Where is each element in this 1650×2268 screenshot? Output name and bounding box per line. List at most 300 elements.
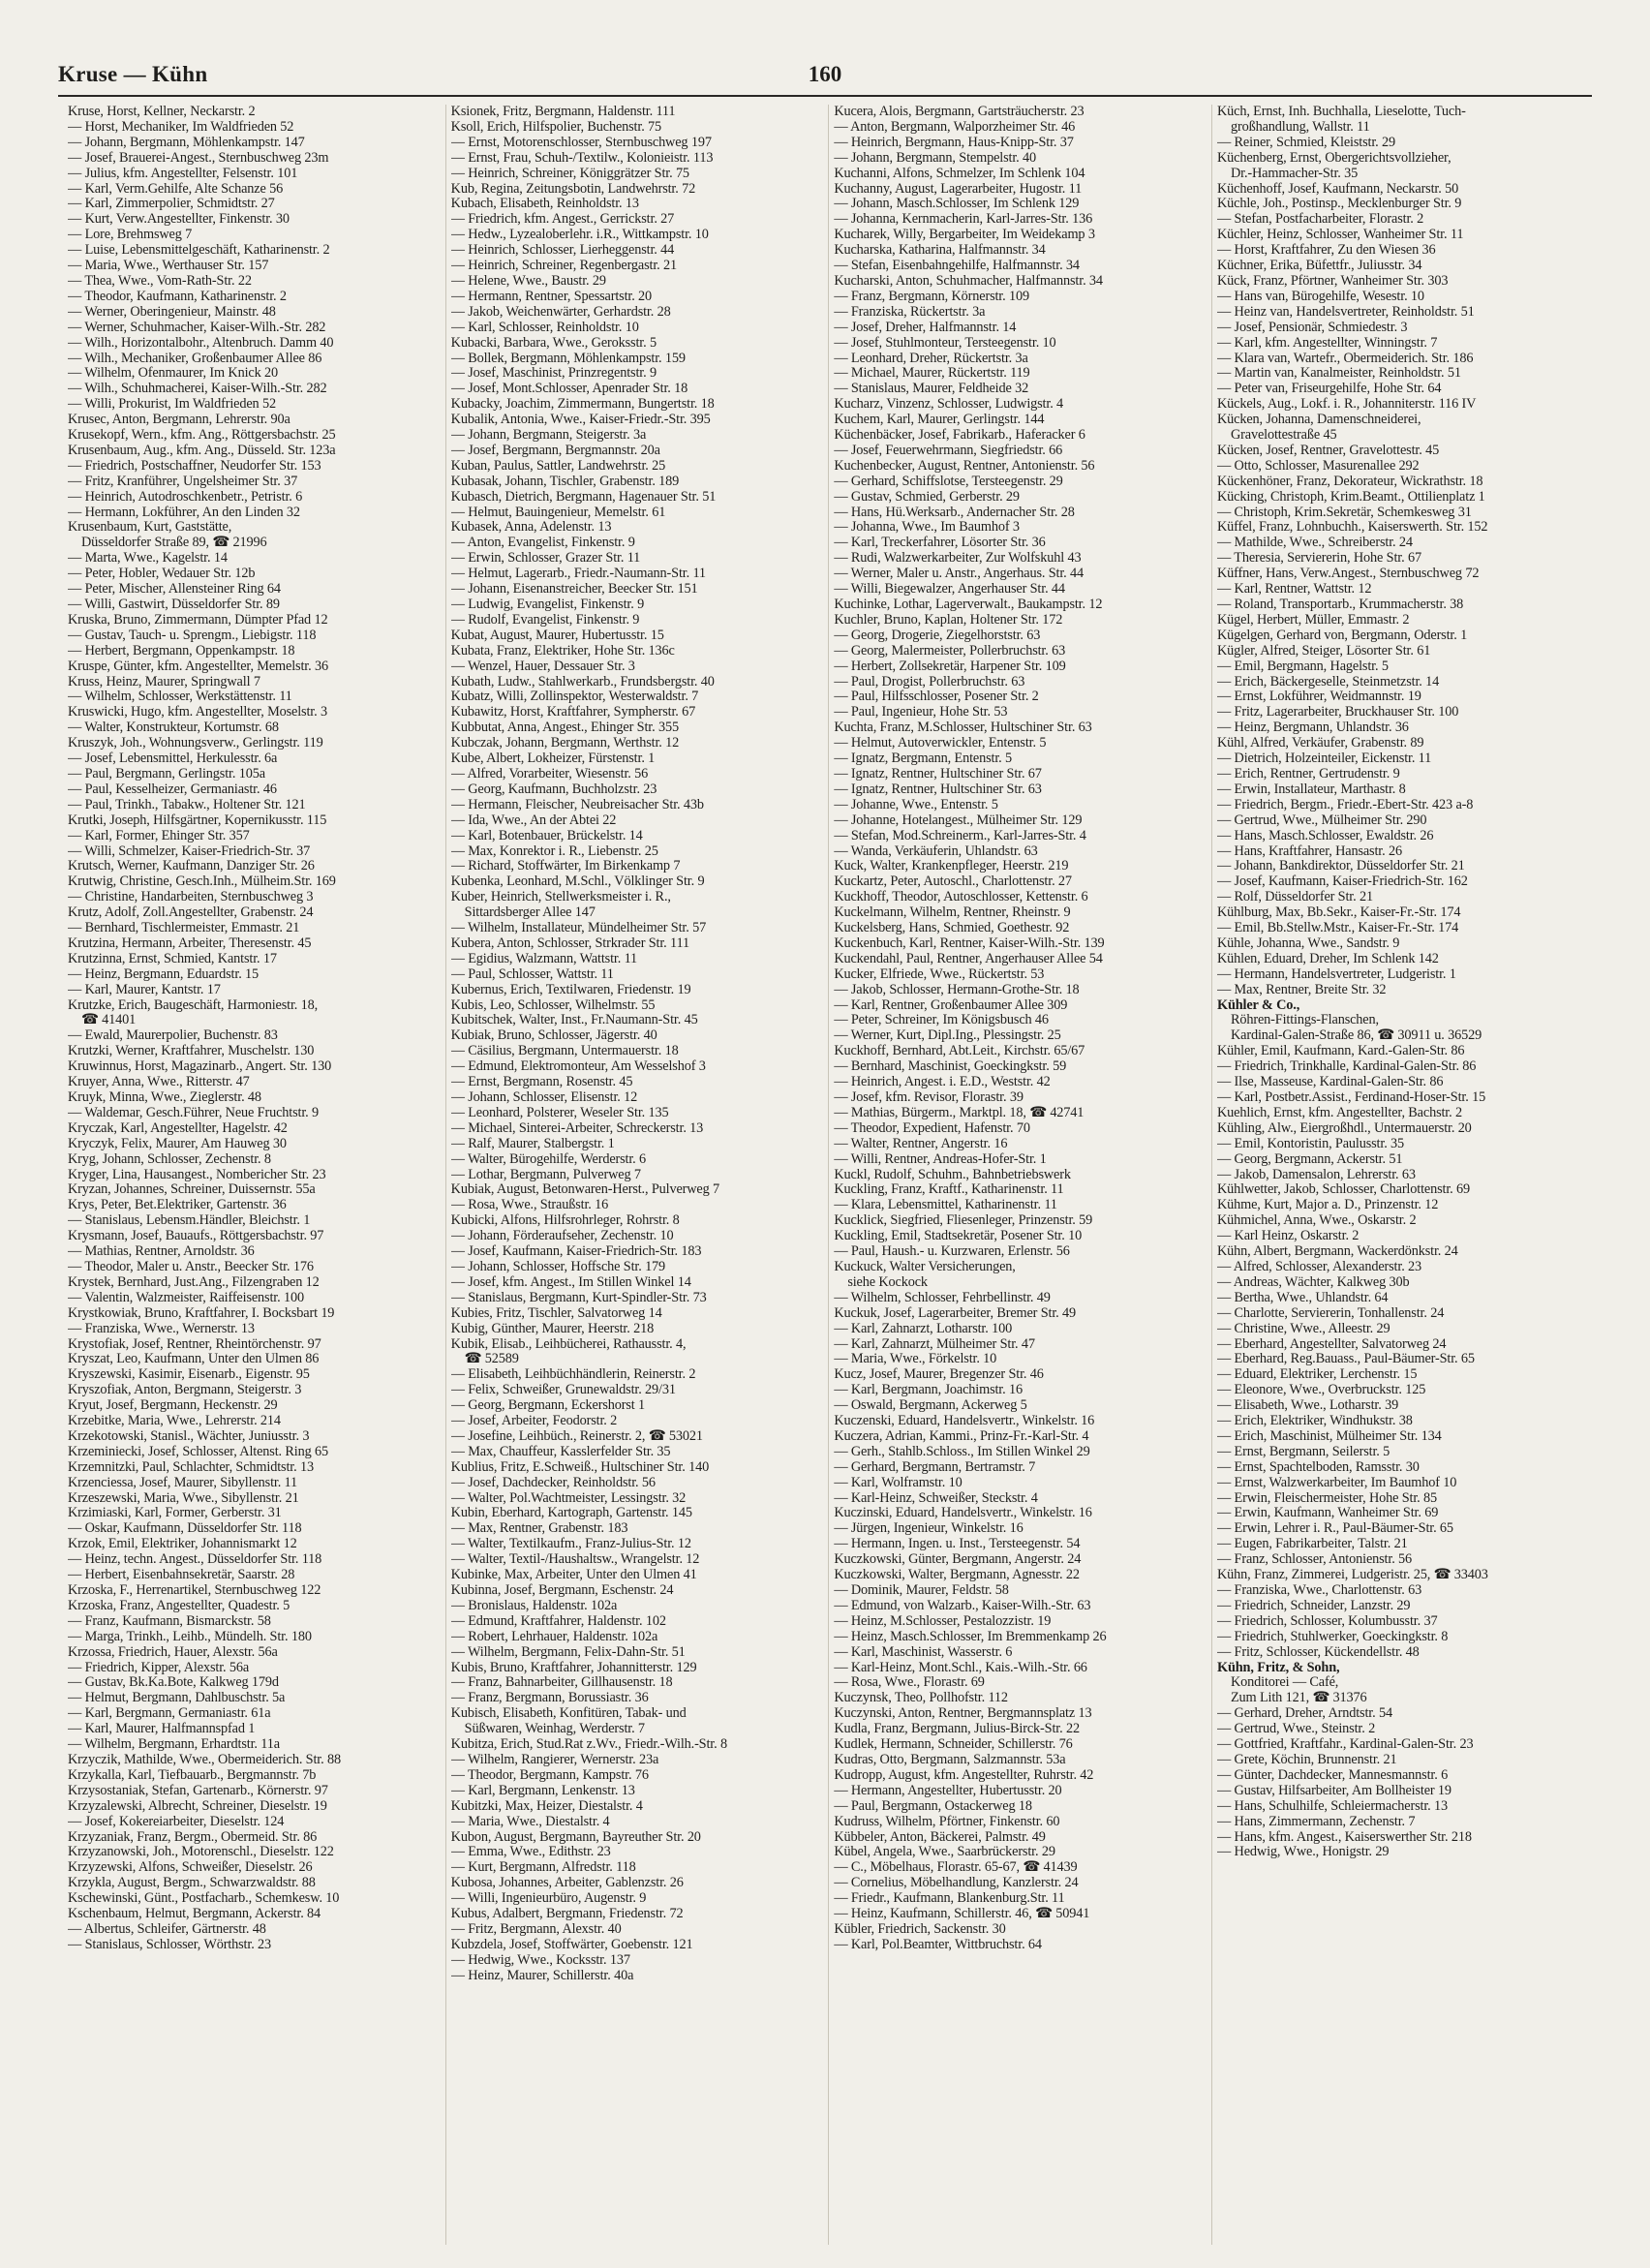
directory-entry: Kühling, Alw., Eiergroßhdl., Untermauerstr. 20 bbox=[1216, 1120, 1472, 1136]
directory-entry: — Johann, Bankdirektor, Düsseldorfer Str. 21 bbox=[1216, 859, 1465, 874]
directory-entry: Kühler & Co., bbox=[1216, 997, 1300, 1013]
directory-entry: Kubenka, Leonhard, M.Schl., Völklinger Str. 9 bbox=[450, 874, 705, 890]
directory-entry: — Wilhelm, Bergmann, Erhardtstr. 11a bbox=[68, 1737, 280, 1753]
directory-entry: Kühl, Alfred, Verkäufer, Grabenstr. 89 bbox=[1216, 736, 1424, 751]
directory-entry: Kryszewski, Kasimir, Eisenarb., Eigenstr. 95 bbox=[68, 1367, 310, 1383]
directory-entry: — Edmund, von Walzarb., Kaiser-Wilh.-Str. 63 bbox=[834, 1598, 1091, 1613]
directory-entry: — Karl, Rentner, Wattstr. 12 bbox=[1216, 582, 1372, 598]
directory-entry: — Helmut, Bergmann, Dahlbuschstr. 5a bbox=[68, 1691, 286, 1706]
directory-entry: Kuckuck, Walter Versicherungen, bbox=[834, 1259, 1016, 1274]
directory-entry: — Fritz, Kranführer, Ungelsheimer Str. 37 bbox=[68, 474, 298, 489]
directory-entry: Kuczynsk, Theo, Pollhofstr. 112 bbox=[834, 1691, 1008, 1706]
directory-entry: — Grete, Köchin, Brunnenstr. 21 bbox=[1216, 1752, 1397, 1767]
directory-entry: großhandlung, Wallstr. 11 bbox=[1230, 119, 1370, 135]
directory-entry: — Gustav, Hilfsarbeiter, Am Bollheister 19 bbox=[1216, 1783, 1451, 1798]
directory-entry: — Karl, Bergmann, Joachimstr. 16 bbox=[834, 1383, 1023, 1398]
directory-entry: Krystek, Bernhard, Just.Ang., Filzengraben 12 bbox=[68, 1274, 320, 1290]
directory-entry: — Karl, Maurer, Halfmannspfad 1 bbox=[68, 1722, 256, 1737]
directory-entry: Kudlek, Hermann, Schneider, Schillerstr. 76 bbox=[834, 1737, 1073, 1753]
directory-entry: Kubasch, Dietrich, Bergmann, Hagenauer Str. 51 bbox=[450, 489, 717, 505]
directory-entry: — Karl, Pol.Beamter, Wittbruchstr. 64 bbox=[834, 1937, 1042, 1952]
directory-entry: Kubath, Ludw., Stahlwerkarb., Frundsbergstr. 40 bbox=[450, 674, 715, 690]
directory-entry: — Heinz van, Handelsvertreter, Reinholdstr. 51 bbox=[1216, 304, 1475, 320]
directory-entry: Konditorei — Café, bbox=[1230, 1675, 1339, 1691]
directory-entry: — Hans, Hü.Werksarb., Andernacher Str. 28 bbox=[834, 505, 1075, 520]
directory-entry: — Theodor, Bergmann, Kampstr. 76 bbox=[450, 1767, 649, 1783]
directory-entry: Kubasak, Johann, Tischler, Grabenstr. 189 bbox=[450, 474, 680, 489]
directory-entry: Gravelottestraße 45 bbox=[1230, 428, 1337, 444]
directory-entry: — Ernst, Lokführer, Weidmannstr. 19 bbox=[1216, 690, 1421, 705]
directory-entry: — Karl, Former, Ehinger Str. 357 bbox=[68, 828, 250, 843]
directory-entry: Kubitschek, Walter, Inst., Fr.Naumann-Str. 45 bbox=[450, 1013, 698, 1028]
directory-entry: Kubitzki, Max, Heizer, Diestalstr. 4 bbox=[450, 1798, 643, 1814]
directory-entry: — Martin van, Kanalmeister, Reinholdstr. 51 bbox=[1216, 366, 1461, 382]
directory-entry: — Wilh., Horizontalbohr., Altenbruch. Damm 40 bbox=[68, 335, 334, 351]
directory-entry: — Johann, Schlosser, Elisenstr. 12 bbox=[450, 1090, 638, 1105]
directory-entry: Krutwig, Christine, Gesch.Inh., Mülheim.Str. 169 bbox=[68, 874, 336, 890]
directory-entry: Sittardsberger Allee 147 bbox=[464, 905, 596, 921]
directory-entry: Kubzdela, Josef, Stoffwärter, Goebenstr. 121 bbox=[450, 1937, 693, 1952]
directory-entry: — Werner, Schuhmacher, Kaiser-Wilh.-Str. 282 bbox=[68, 320, 326, 335]
directory-entry: — Josef, Lebensmittel, Herkulesstr. 6a bbox=[68, 751, 278, 767]
directory-entry: — Friedrich, Kipper, Alexstr. 56a bbox=[68, 1660, 250, 1675]
directory-entry: Kubbutat, Anna, Angest., Ehinger Str. 355 bbox=[450, 720, 679, 736]
directory-entry: — Georg, Malermeister, Pollerbruchstr. 63 bbox=[834, 643, 1066, 659]
directory-entry: — Theodor, Expedient, Hafenstr. 70 bbox=[834, 1120, 1030, 1136]
directory-entry: — Heinz, Masch.Schlosser, Im Bremmenkamp 26 bbox=[834, 1629, 1107, 1644]
directory-entry: — Georg, Kaufmann, Buchholzstr. 23 bbox=[450, 782, 657, 797]
directory-entry: Kruyer, Anna, Wwe., Ritterstr. 47 bbox=[68, 1075, 250, 1090]
directory-entry: — Bollek, Bergmann, Möhlenkampstr. 159 bbox=[450, 351, 686, 366]
directory-entry: — Paul, Bergmann, Ostackerweg 18 bbox=[834, 1798, 1032, 1814]
directory-entry: — Josef, kfm. Revisor, Florastr. 39 bbox=[834, 1090, 1024, 1105]
directory-entry: Küchenbäcker, Josef, Fabrikarb., Haferacker 6 bbox=[834, 428, 1085, 444]
directory-entry: — Karl, Postbetr.Assist., Ferdinand-Hoser-Str. 15 bbox=[1216, 1090, 1486, 1105]
directory-entry: — Marga, Trinkh., Leihb., Mündelh. Str. 180 bbox=[68, 1629, 312, 1644]
running-head: Kruse — Kühn bbox=[58, 62, 208, 86]
directory-entry: — Friedrich, Postschaffner, Neudorfer Str. 153 bbox=[68, 458, 321, 474]
directory-entry: — Wilhelm, Bergmann, Felix-Dahn-Str. 51 bbox=[450, 1644, 686, 1660]
directory-entry: — Fritz, Bergmann, Alexstr. 40 bbox=[450, 1921, 622, 1937]
directory-entry: — Paul, Ingenieur, Hohe Str. 53 bbox=[834, 705, 1008, 720]
directory-entry: — Ralf, Maurer, Stalbergstr. 1 bbox=[450, 1136, 615, 1151]
directory-entry: Krystkowiak, Bruno, Kraftfahrer, I. Bocksbart 19 bbox=[68, 1305, 335, 1321]
directory-column-4 bbox=[1211, 105, 1588, 2245]
directory-entry: — Ignatz, Bergmann, Entenstr. 5 bbox=[834, 751, 1013, 767]
directory-entry: Kubus, Adalbert, Bergmann, Friedenstr. 72 bbox=[450, 1907, 684, 1922]
directory-entry: — Johanna, Wwe., Im Baumhof 3 bbox=[834, 520, 1020, 536]
directory-entry: — Luise, Lebensmittelgeschäft, Katharinenstr. 2 bbox=[68, 243, 330, 259]
directory-entry: Kudropp, August, kfm. Angestellter, Ruhrstr. 42 bbox=[834, 1767, 1094, 1783]
directory-entry: — Karl, Treckerfahrer, Lösorter Str. 36 bbox=[834, 536, 1046, 551]
directory-entry: — Paul, Drogist, Pollerbruchstr. 63 bbox=[834, 674, 1025, 690]
directory-entry: Kublius, Fritz, E.Schweiß., Hultschiner Str. 140 bbox=[450, 1459, 710, 1475]
directory-entry: Kuchinke, Lothar, Lagerverwalt., Baukampstr. 12 bbox=[834, 598, 1103, 612]
directory-entry: — Hermann, Fleischer, Neubreisacher Str. 43b bbox=[450, 797, 704, 812]
directory-entry: Kuckling, Franz, Kraftf., Katharinenstr. 11 bbox=[834, 1182, 1064, 1198]
directory-entry: — Walter, Rentner, Angerstr. 16 bbox=[834, 1136, 1008, 1151]
directory-entry: — Ignatz, Rentner, Hultschiner Str. 67 bbox=[834, 766, 1042, 782]
directory-entry: — Karl, Wolframstr. 10 bbox=[834, 1475, 962, 1490]
directory-entry: — Ignatz, Rentner, Hultschiner Str. 63 bbox=[834, 782, 1042, 797]
directory-entry: — Stefan, Postfacharbeiter, Florastr. 2 bbox=[1216, 212, 1424, 228]
directory-entry: Krzenciessa, Josef, Maurer, Sibyllenstr. 11 bbox=[68, 1475, 298, 1490]
directory-entry: — Karl, kfm. Angestellter, Winningstr. 7 bbox=[1216, 335, 1438, 351]
directory-entry: Kücken, Johanna, Damenschneiderei, bbox=[1216, 413, 1421, 428]
directory-entry: Küchler, Heinz, Schlosser, Wanheimer Str. 11 bbox=[1216, 228, 1464, 243]
directory-entry: Krutzina, Hermann, Arbeiter, Theresenstr. 45 bbox=[68, 935, 312, 951]
directory-entry: — Stanislaus, Maurer, Feldheide 32 bbox=[834, 382, 1029, 397]
directory-entry: — Wilh., Schuhmacherei, Kaiser-Wilh.-Str. 282 bbox=[68, 382, 327, 397]
directory-entry: — Franz, Bergmann, Körnerstr. 109 bbox=[834, 289, 1029, 304]
directory-entry: Kryg, Johann, Schlosser, Zechenstr. 8 bbox=[68, 1151, 271, 1167]
directory-entry: Kuckhoff, Theodor, Autoschlosser, Kettenstr. 6 bbox=[834, 890, 1088, 905]
directory-entry: — Heinz, Bergmann, Uhlandstr. 36 bbox=[1216, 720, 1409, 736]
directory-entry: — Bronislaus, Haldenstr. 102a bbox=[450, 1598, 618, 1613]
directory-entry: — Michael, Sinterei-Arbeiter, Schreckerstr. 13 bbox=[450, 1120, 704, 1136]
directory-entry: Kubiak, August, Betonwaren-Herst., Pulverweg 7 bbox=[450, 1182, 720, 1198]
directory-entry: — Ilse, Masseuse, Kardinal-Galen-Str. 86 bbox=[1216, 1075, 1444, 1090]
directory-entry: — Johann, Bergmann, Möhlenkampstr. 147 bbox=[68, 135, 305, 150]
directory-entry: — Elisabeth, Leihbüchhändlerin, Reinerstr. 2 bbox=[450, 1367, 696, 1383]
directory-entry: Kryczak, Karl, Angestellter, Hagelstr. 42 bbox=[68, 1120, 288, 1136]
directory-entry: — Wilh., Mechaniker, Großenbaumer Allee 86 bbox=[68, 351, 322, 366]
directory-entry: — Heinrich, Schreiner, Regenbergastr. 21 bbox=[450, 259, 678, 274]
directory-entry: — Karl, Verm.Gehilfe, Alte Schanze 56 bbox=[68, 181, 284, 197]
directory-entry: Kub, Regina, Zeitungsbotin, Landwehrstr. 72 bbox=[450, 181, 696, 197]
directory-entry: — Hermann, Handelsvertreter, Ludgeristr. 1 bbox=[1216, 966, 1456, 982]
directory-entry: — Mathias, Bürgerm., Marktpl. 18, ☎ 42741 bbox=[834, 1105, 1085, 1120]
directory-entry: — Willi, Ingenieurbüro, Augenstr. 9 bbox=[450, 1891, 647, 1907]
directory-entry: — Hans, Kraftfahrer, Hansastr. 26 bbox=[1216, 843, 1402, 859]
directory-entry: — Paul, Trinkh., Tabakw., Holtener Str. 121 bbox=[68, 797, 306, 812]
directory-entry: — Gertrud, Wwe., Steinstr. 2 bbox=[1216, 1722, 1376, 1737]
directory-entry: Kudruss, Wilhelm, Pförtner, Finkenstr. 60 bbox=[834, 1814, 1060, 1829]
directory-entry: Kuchta, Franz, M.Schlosser, Hultschiner Str. 63 bbox=[834, 720, 1092, 736]
directory-entry: — Stanislaus, Schlosser, Wörthstr. 23 bbox=[68, 1937, 272, 1952]
directory-entry: Kruyk, Minna, Wwe., Zieglerstr. 48 bbox=[68, 1090, 261, 1105]
directory-entry: — Oswald, Bergmann, Ackerweg 5 bbox=[834, 1398, 1027, 1414]
directory-entry: — Walter, Textil-/Haushaltsw., Wrangelstr. 12 bbox=[450, 1552, 700, 1568]
directory-entry: — Friedrich, Trinkhalle, Kardinal-Galen-Str. 86 bbox=[1216, 1059, 1477, 1075]
directory-entry: — Friedrich, Schlosser, Kolumbusstr. 37 bbox=[1216, 1613, 1438, 1629]
directory-entry: — Mathilde, Wwe., Schreiberstr. 24 bbox=[1216, 536, 1413, 551]
directory-entry: — Willi, Gastwirt, Düsseldorfer Str. 89 bbox=[68, 598, 280, 612]
directory-entry: Ksionek, Fritz, Bergmann, Haldenstr. 111 bbox=[450, 105, 676, 119]
directory-entry: Kuczera, Adrian, Kammi., Prinz-Fr.-Karl-Str. 4 bbox=[834, 1428, 1089, 1444]
directory-entry: — Willi, Rentner, Andreas-Hofer-Str. 1 bbox=[834, 1151, 1047, 1167]
directory-entry: — Erich, Rentner, Gertrudenstr. 9 bbox=[1216, 766, 1400, 782]
directory-entry: Krzysostaniak, Stefan, Gartenarb., Körnerstr. 97 bbox=[68, 1783, 328, 1798]
directory-entry: — Georg, Drogerie, Ziegelhorststr. 63 bbox=[834, 628, 1041, 643]
directory-entry: — Cäsilius, Bergmann, Untermauerstr. 18 bbox=[450, 1044, 679, 1059]
directory-entry: — Wilhelm, Ofenmaurer, Im Knick 20 bbox=[68, 366, 279, 382]
directory-entry: — Josef, Mont.Schlosser, Apenrader Str. 18 bbox=[450, 382, 688, 397]
directory-entry: — Christine, Wwe., Alleestr. 29 bbox=[1216, 1321, 1390, 1336]
directory-entry: — Josef, Feuerwehrmann, Siegfriedstr. 66 bbox=[834, 443, 1063, 458]
directory-entry: Kuczkowski, Günter, Bergmann, Angerstr. 24 bbox=[834, 1552, 1082, 1568]
directory-entry: Krzekotowski, Stanisl., Wächter, Juniusstr. 3 bbox=[68, 1428, 310, 1444]
directory-entry: Kubis, Leo, Schlosser, Wilhelmstr. 55 bbox=[450, 997, 656, 1013]
directory-entry: Kuchenbecker, August, Rentner, Antonienstr. 56 bbox=[834, 458, 1095, 474]
directory-entry: — Walter, Pol.Wachtmeister, Lessingstr. 32 bbox=[450, 1490, 687, 1506]
directory-entry: Krusekopf, Wern., kfm. Ang., Röttgersbachstr. 25 bbox=[68, 428, 336, 444]
directory-entry: Kubitza, Erich, Stud.Rat z.Wv., Friedr.-Wilh.-Str. 8 bbox=[450, 1737, 727, 1753]
directory-entry: — Hermann, Lokführer, An den Linden 32 bbox=[68, 505, 300, 520]
directory-entry: — Maria, Wwe., Förkelstr. 10 bbox=[834, 1352, 997, 1367]
directory-entry: — Friedrich, Stuhlwerker, Goeckingkstr. 8 bbox=[1216, 1629, 1449, 1644]
directory-entry: — Dietrich, Holzeinteiler, Eickenstr. 11 bbox=[1216, 751, 1432, 767]
directory-entry: — Franziska, Wwe., Charlottenstr. 63 bbox=[1216, 1583, 1422, 1598]
directory-entry: — Johanne, Wwe., Entenstr. 5 bbox=[834, 797, 998, 812]
directory-entry: Kuban, Paulus, Sattler, Landwehrstr. 25 bbox=[450, 458, 666, 474]
directory-entry: Düsseldorfer Straße 89, ☎ 21996 bbox=[81, 536, 267, 551]
directory-entry: Kubinke, Max, Arbeiter, Unter den Ulmen 41 bbox=[450, 1568, 697, 1583]
directory-entry: — Josef, Pensionär, Schmiedestr. 3 bbox=[1216, 320, 1408, 335]
directory-entry: — Heinrich, Bergmann, Haus-Knipp-Str. 37 bbox=[834, 135, 1074, 150]
directory-entry: Kühler, Emil, Kaufmann, Kard.-Galen-Str. 86 bbox=[1216, 1044, 1465, 1059]
directory-entry: — Paul, Haush.- u. Kurzwaren, Erlenstr. 56 bbox=[834, 1244, 1070, 1260]
directory-entry: Krutzinna, Ernst, Schmied, Kantstr. 17 bbox=[68, 951, 277, 966]
directory-entry: Kryczyk, Felix, Maurer, Am Hauweg 30 bbox=[68, 1136, 287, 1151]
directory-entry: Kubicki, Alfons, Hilfsrohrleger, Rohrstr. 8 bbox=[450, 1213, 680, 1229]
directory-entry: Krzoska, F., Herrenartikel, Sternbuschweg 122 bbox=[68, 1583, 321, 1598]
directory-entry: Kuck, Walter, Krankenpfleger, Heerstr. 219 bbox=[834, 859, 1069, 874]
directory-entry: — Paul, Bergmann, Gerlingstr. 105a bbox=[68, 766, 265, 782]
directory-entry: Kubig, Günther, Maurer, Heerstr. 218 bbox=[450, 1321, 655, 1336]
directory-entry: — Karl, Botenbauer, Brückelstr. 14 bbox=[450, 828, 643, 843]
directory-entry: — Josefine, Leihbüch., Reinerstr. 2, ☎ 53021 bbox=[450, 1428, 703, 1444]
directory-entry: Krzyczik, Mathilde, Wwe., Obermeiderich. Str. 88 bbox=[68, 1752, 341, 1767]
directory-entry: — Emil, Bergmann, Hagelstr. 5 bbox=[1216, 659, 1389, 674]
directory-entry: — Ewald, Maurerpolier, Buchenstr. 83 bbox=[68, 1028, 278, 1044]
directory-entry: Kuczynski, Anton, Rentner, Bergmannsplatz 13 bbox=[834, 1706, 1092, 1722]
directory-entry: Küchner, Erika, Büfettfr., Juliusstr. 34 bbox=[1216, 259, 1422, 274]
directory-entry: — Gustav, Tauch- u. Sprengm., Liebigstr. 118 bbox=[68, 628, 317, 643]
directory-entry: — Erich, Elektriker, Windhukstr. 38 bbox=[1216, 1414, 1413, 1429]
directory-entry: — Felix, Schweißer, Grunewaldstr. 29/31 bbox=[450, 1383, 676, 1398]
directory-entry: Kubinna, Josef, Bergmann, Eschenstr. 24 bbox=[450, 1583, 674, 1598]
directory-entry: — Ernst, Spachtelboden, Ramsstr. 30 bbox=[1216, 1459, 1420, 1475]
directory-entry: — Johann, Schlosser, Hoffsche Str. 179 bbox=[450, 1259, 666, 1274]
directory-column-3 bbox=[828, 105, 1205, 2245]
directory-entry: — Wanda, Verkäuferin, Uhlandstr. 63 bbox=[834, 843, 1038, 859]
directory-entry: Krusenbaum, Kurt, Gaststätte, bbox=[68, 520, 232, 536]
directory-entry: — Stefan, Mod.Schreinerm., Karl-Jarres-Str. 4 bbox=[834, 828, 1086, 843]
directory-entry: — Emil, Bb.Stellw.Mstr., Kaiser-Fr.-Str. 174 bbox=[1216, 921, 1459, 936]
directory-entry: — Herbert, Eisenbahnsekretär, Saarstr. 28 bbox=[68, 1568, 295, 1583]
directory-entry: Ksoll, Erich, Hilfspolier, Buchenstr. 75 bbox=[450, 119, 662, 135]
directory-entry: — Maria, Wwe., Diestalstr. 4 bbox=[450, 1814, 610, 1829]
directory-entry: — Werner, Oberingenieur, Mainstr. 48 bbox=[68, 304, 276, 320]
directory-entry: Krzebitke, Maria, Wwe., Lehrerstr. 214 bbox=[68, 1414, 281, 1429]
directory-entry: — Eberhard, Angestellter, Salvatorweg 24 bbox=[1216, 1336, 1447, 1352]
directory-entry: — Heinz, Kaufmann, Schillerstr. 46, ☎ 50941 bbox=[834, 1907, 1090, 1922]
directory-entry: — Paul, Hilfsschlosser, Posener Str. 2 bbox=[834, 690, 1039, 705]
page-header bbox=[58, 62, 1592, 97]
directory-entry: — Johann, Förderaufseher, Zechenstr. 10 bbox=[450, 1229, 674, 1244]
directory-entry: Kryger, Lina, Hausangest., Nombericher Str. 23 bbox=[68, 1167, 326, 1182]
directory-entry: — Rudi, Walzwerkarbeiter, Zur Wolfskuhl 43 bbox=[834, 551, 1082, 567]
directory-entry: — Franz, Kaufmann, Bismarckstr. 58 bbox=[68, 1613, 271, 1629]
directory-entry: Kudla, Franz, Bergmann, Julius-Birck-Str. 22 bbox=[834, 1722, 1080, 1737]
directory-entry: — Heinz, techn. Angest., Düsseldorfer Str. 118 bbox=[68, 1552, 322, 1568]
directory-entry: — Willi, Schmelzer, Kaiser-Friedrich-Str. 37 bbox=[68, 843, 311, 859]
directory-entry: — Thea, Wwe., Vom-Rath-Str. 22 bbox=[68, 273, 252, 289]
directory-entry: — Josef, Brauerei-Angest., Sternbuschweg 23m bbox=[68, 150, 329, 166]
directory-entry: — Horst, Kraftfahrer, Zu den Wiesen 36 bbox=[1216, 243, 1436, 259]
directory-entry: — Josef, Kaufmann, Kaiser-Friedrich-Str. 183 bbox=[450, 1244, 702, 1260]
directory-entry: — Jakob, Weichenwärter, Gerhardstr. 28 bbox=[450, 304, 671, 320]
directory-entry: — Emma, Wwe., Edithstr. 23 bbox=[450, 1845, 611, 1860]
directory-entry: — Hedwig, Wwe., Honigstr. 29 bbox=[1216, 1845, 1390, 1860]
directory-entry: Küchenberg, Ernst, Obergerichtsvollzieher, bbox=[1216, 150, 1451, 166]
directory-entry: — Heinz, M.Schlosser, Pestalozzistr. 19 bbox=[834, 1613, 1052, 1629]
directory-entry: — Ernst, Bergmann, Seilerstr. 5 bbox=[1216, 1444, 1390, 1459]
directory-entry: — Christoph, Krim.Sekretär, Schemkesweg 31 bbox=[1216, 505, 1472, 520]
directory-entry: — Jürgen, Ingenieur, Winkelstr. 16 bbox=[834, 1521, 1024, 1537]
directory-entry: — Herbert, Bergmann, Oppenkampstr. 18 bbox=[68, 643, 295, 659]
directory-entry: — Erwin, Installateur, Marthastr. 8 bbox=[1216, 782, 1406, 797]
directory-entry: Kückels, Aug., Lokf. i. R., Johanniterstr. 116 IV bbox=[1216, 397, 1477, 413]
directory-entry: — Peter, Hobler, Wedauer Str. 12b bbox=[68, 567, 256, 582]
directory-entry: Kryszat, Leo, Kaufmann, Unter den Ulmen 86 bbox=[68, 1352, 320, 1367]
directory-entry: ☎ 52589 bbox=[464, 1352, 519, 1367]
directory-entry: Kühn, Fritz, & Sohn, bbox=[1216, 1660, 1340, 1675]
directory-entry: — Fritz, Lagerarbeiter, Bruckhauser Str. 100 bbox=[1216, 705, 1459, 720]
directory-entry: — Leonhard, Dreher, Rückertstr. 3a bbox=[834, 351, 1028, 366]
directory-entry: — Charlotte, Serviererin, Tonhallenstr. 24 bbox=[1216, 1305, 1445, 1321]
directory-entry: — Stanislaus, Bergmann, Kurt-Spindler-Str. 73 bbox=[450, 1290, 707, 1305]
directory-entry: — Otto, Schlosser, Masurenallee 292 bbox=[1216, 458, 1420, 474]
directory-entry: — Heinrich, Schlosser, Lierheggenstr. 44 bbox=[450, 243, 675, 259]
directory-entry: Krzyzalewski, Albrecht, Schreiner, Dieselstr. 19 bbox=[68, 1798, 327, 1814]
directory-entry: — Rosa, Wwe., Florastr. 69 bbox=[834, 1675, 985, 1691]
directory-entry: Kügler, Alfred, Steiger, Lösorter Str. 61 bbox=[1216, 643, 1431, 659]
directory-entry: Küffner, Hans, Verw.Angest., Sternbuschweg 72 bbox=[1216, 567, 1480, 582]
directory-entry: Kühle, Johanna, Wwe., Sandstr. 9 bbox=[1216, 935, 1400, 951]
directory-entry: — Willi, Biegewalzer, Angerhauser Str. 44 bbox=[834, 582, 1065, 598]
directory-entry: — Rolf, Düsseldorfer Str. 21 bbox=[1216, 890, 1373, 905]
directory-entry: — Elisabeth, Wwe., Lotharstr. 39 bbox=[1216, 1398, 1399, 1414]
directory-entry: Krzyzewski, Alfons, Schweißer, Dieselstr. 26 bbox=[68, 1860, 313, 1876]
directory-entry: Krutki, Joseph, Hilfsgärtner, Kopernikusstr. 115 bbox=[68, 812, 327, 828]
directory-entry: Kubosa, Johannes, Arbeiter, Gablenzstr. 26 bbox=[450, 1876, 684, 1891]
directory-entry: — Theresia, Serviererin, Hohe Str. 67 bbox=[1216, 551, 1421, 567]
directory-entry: Kück, Franz, Pförtner, Wanheimer Str. 303 bbox=[1216, 273, 1449, 289]
directory-entry: — Hans van, Bürogehilfe, Wesestr. 10 bbox=[1216, 289, 1424, 304]
directory-entry: — Heinrich, Schreiner, Königgrätzer Str. 75 bbox=[450, 166, 689, 181]
directory-entry: — Horst, Mechaniker, Im Waldfrieden 52 bbox=[68, 119, 294, 135]
directory-entry: Kübbeler, Anton, Bäckerei, Palmstr. 49 bbox=[834, 1829, 1046, 1845]
directory-entry: — Marta, Wwe., Kagelstr. 14 bbox=[68, 551, 228, 567]
directory-entry: — Erich, Maschinist, Mülheimer Str. 134 bbox=[1216, 1428, 1442, 1444]
directory-entry: Kucharski, Anton, Schuhmacher, Halfmannstr. 34 bbox=[834, 273, 1103, 289]
directory-entry: Küchle, Joh., Postinsp., Mecklenburger Str. 9 bbox=[1216, 197, 1462, 212]
directory-entry: — Gertrud, Wwe., Mülheimer Str. 290 bbox=[1216, 812, 1427, 828]
directory-entry: — Friedr., Kaufmann, Blankenburg.Str. 11 bbox=[834, 1891, 1065, 1907]
directory-entry: Kuckartz, Peter, Autoschl., Charlottenstr. 27 bbox=[834, 874, 1072, 890]
directory-entry: Kardinal-Galen-Straße 86, ☎ 30911 u. 36529 bbox=[1230, 1028, 1482, 1044]
directory-entry: — Edmund, Kraftfahrer, Haldenstr. 102 bbox=[450, 1613, 666, 1629]
directory-entry: Krusenbaum, Aug., kfm. Ang., Düsseld. Str. 123a bbox=[68, 443, 336, 458]
directory-entry: Kruse, Horst, Kellner, Neckarstr. 2 bbox=[68, 105, 256, 119]
directory-entry: Kuckendahl, Paul, Rentner, Angerhauser Allee 54 bbox=[834, 951, 1103, 966]
directory-entry: Kubies, Fritz, Tischler, Salvatorweg 14 bbox=[450, 1305, 662, 1321]
directory-entry: — Waldemar, Gesch.Führer, Neue Fruchtstr. 9 bbox=[68, 1105, 319, 1120]
directory-entry: Kryut, Josef, Bergmann, Heckenstr. 29 bbox=[68, 1398, 278, 1414]
directory-entry: Krzemnitzki, Paul, Schlachter, Schmidtstr. 13 bbox=[68, 1459, 314, 1475]
directory-entry: — Karl, Rentner, Großenbaumer Allee 309 bbox=[834, 997, 1068, 1013]
directory-entry: Kubacki, Barbara, Wwe., Geroksstr. 5 bbox=[450, 335, 657, 351]
directory-entry: — Hermann, Angestellter, Hubertusstr. 20 bbox=[834, 1783, 1062, 1798]
directory-entry: — Karl-Heinz, Schweißer, Steckstr. 4 bbox=[834, 1490, 1038, 1506]
directory-entry: ☎ 41401 bbox=[81, 1013, 137, 1028]
directory-entry: — Hans, Zimmermann, Zechenstr. 7 bbox=[1216, 1814, 1416, 1829]
directory-entry: Röhren-Fittings-Flanschen, bbox=[1230, 1013, 1379, 1028]
directory-entry: Kühme, Kurt, Major a. D., Prinzenstr. 12 bbox=[1216, 1198, 1439, 1213]
directory-entry: — Jakob, Schlosser, Hermann-Grothe-Str. 18 bbox=[834, 982, 1080, 997]
directory-entry: — Erich, Bäckergeselle, Steinmetzstr. 14 bbox=[1216, 674, 1440, 690]
directory-entry: Kuczkowski, Walter, Bergmann, Agnesstr. 22 bbox=[834, 1568, 1080, 1583]
directory-entry: — Josef, Kokereiarbeiter, Dieselstr. 124 bbox=[68, 1814, 285, 1829]
directory-entry: Küchenhoff, Josef, Kaufmann, Neckarstr. 50 bbox=[1216, 181, 1459, 197]
directory-entry: — Mathias, Rentner, Arnoldstr. 36 bbox=[68, 1244, 255, 1260]
directory-entry: — Cornelius, Möbelhandlung, Kanzlerstr. 24 bbox=[834, 1876, 1079, 1891]
directory-entry: Kübel, Angela, Wwe., Saarbrückerstr. 29 bbox=[834, 1845, 1055, 1860]
directory-entry: — Stefan, Eisenbahngehilfe, Halfmannstr. 34 bbox=[834, 259, 1080, 274]
directory-entry: — Josef, kfm. Angest., Im Stillen Winkel 14 bbox=[450, 1274, 691, 1290]
directory-entry: — Eduard, Elektriker, Lerchenstr. 15 bbox=[1216, 1367, 1418, 1383]
directory-entry: Kubczak, Johann, Bergmann, Werthstr. 12 bbox=[450, 736, 680, 751]
directory-entry: — Karl, Maschinist, Wasserstr. 6 bbox=[834, 1644, 1013, 1660]
directory-entry: — Eugen, Fabrikarbeiter, Talstr. 21 bbox=[1216, 1537, 1408, 1552]
directory-entry: Kubernus, Erich, Textilwaren, Friedenstr. 19 bbox=[450, 982, 691, 997]
directory-entry: Krzyzanowski, Joh., Motorenschl., Dieselstr. 122 bbox=[68, 1845, 334, 1860]
directory-entry: — Eberhard, Reg.Bauass., Paul-Bäumer-Str. 65 bbox=[1216, 1352, 1475, 1367]
directory-entry: — Franz, Bergmann, Borussiastr. 36 bbox=[450, 1691, 649, 1706]
directory-entry: — Emil, Kontoristin, Paulusstr. 35 bbox=[1216, 1136, 1405, 1151]
directory-entry: — Wilhelm, Schlosser, Werkstättenstr. 11 bbox=[68, 690, 292, 705]
directory-entry: — Friedrich, kfm. Angest., Gerrickstr. 27 bbox=[450, 212, 675, 228]
directory-column-1 bbox=[68, 105, 439, 2245]
directory-entry: — Rudolf, Evangelist, Finkenstr. 9 bbox=[450, 612, 640, 628]
directory-entry: — Dominik, Maurer, Feldstr. 58 bbox=[834, 1583, 1009, 1598]
directory-entry: — Max, Rentner, Breite Str. 32 bbox=[1216, 982, 1387, 997]
directory-entry: Kube, Albert, Lokheizer, Fürstenstr. 1 bbox=[450, 751, 656, 767]
directory-entry: — Ernst, Bergmann, Rosenstr. 45 bbox=[450, 1075, 633, 1090]
directory-entry: Krzoska, Franz, Angestellter, Quadestr. 5 bbox=[68, 1598, 290, 1613]
directory-entry: — Richard, Stoffwärter, Im Birkenkamp 7 bbox=[450, 859, 681, 874]
directory-entry: Kubin, Eberhard, Kartograph, Gartenstr. 145 bbox=[450, 1506, 692, 1521]
directory-entry: Kuckhoff, Bernhard, Abt.Leit., Kirchstr. 65/67 bbox=[834, 1044, 1085, 1059]
directory-entry: Kuehlich, Ernst, kfm. Angestellter, Bachstr. 2 bbox=[1216, 1105, 1462, 1120]
directory-entry: — Willi, Prokurist, Im Waldfrieden 52 bbox=[68, 397, 276, 413]
directory-entry: Kubat, August, Maurer, Hubertusstr. 15 bbox=[450, 628, 664, 643]
directory-entry: — Ernst, Walzwerkarbeiter, Im Baumhof 10 bbox=[1216, 1475, 1457, 1490]
directory-entry: Kügel, Herbert, Müller, Emmastr. 2 bbox=[1216, 612, 1410, 628]
directory-entry: — Josef, Arbeiter, Feodorstr. 2 bbox=[450, 1414, 618, 1429]
directory-entry: Kubon, August, Bergmann, Bayreuther Str. 20 bbox=[450, 1829, 701, 1845]
directory-entry: — Johanne, Hotelangest., Mülheimer Str. 129 bbox=[834, 812, 1083, 828]
directory-entry: — Wenzel, Hauer, Dessauer Str. 3 bbox=[450, 659, 635, 674]
directory-entry: Kubisch, Elisabeth, Konfitüren, Tabak- und bbox=[450, 1706, 687, 1722]
directory-column-2 bbox=[445, 105, 822, 2245]
directory-entry: — Egidius, Walzmann, Wattstr. 11 bbox=[450, 951, 638, 966]
directory-entry: — Bernhard, Maschinist, Goeckingkstr. 59 bbox=[834, 1059, 1067, 1075]
directory-entry: — Lothar, Bergmann, Pulverweg 7 bbox=[450, 1167, 641, 1182]
directory-entry: — Helmut, Autoverwickler, Entenstr. 5 bbox=[834, 736, 1047, 751]
